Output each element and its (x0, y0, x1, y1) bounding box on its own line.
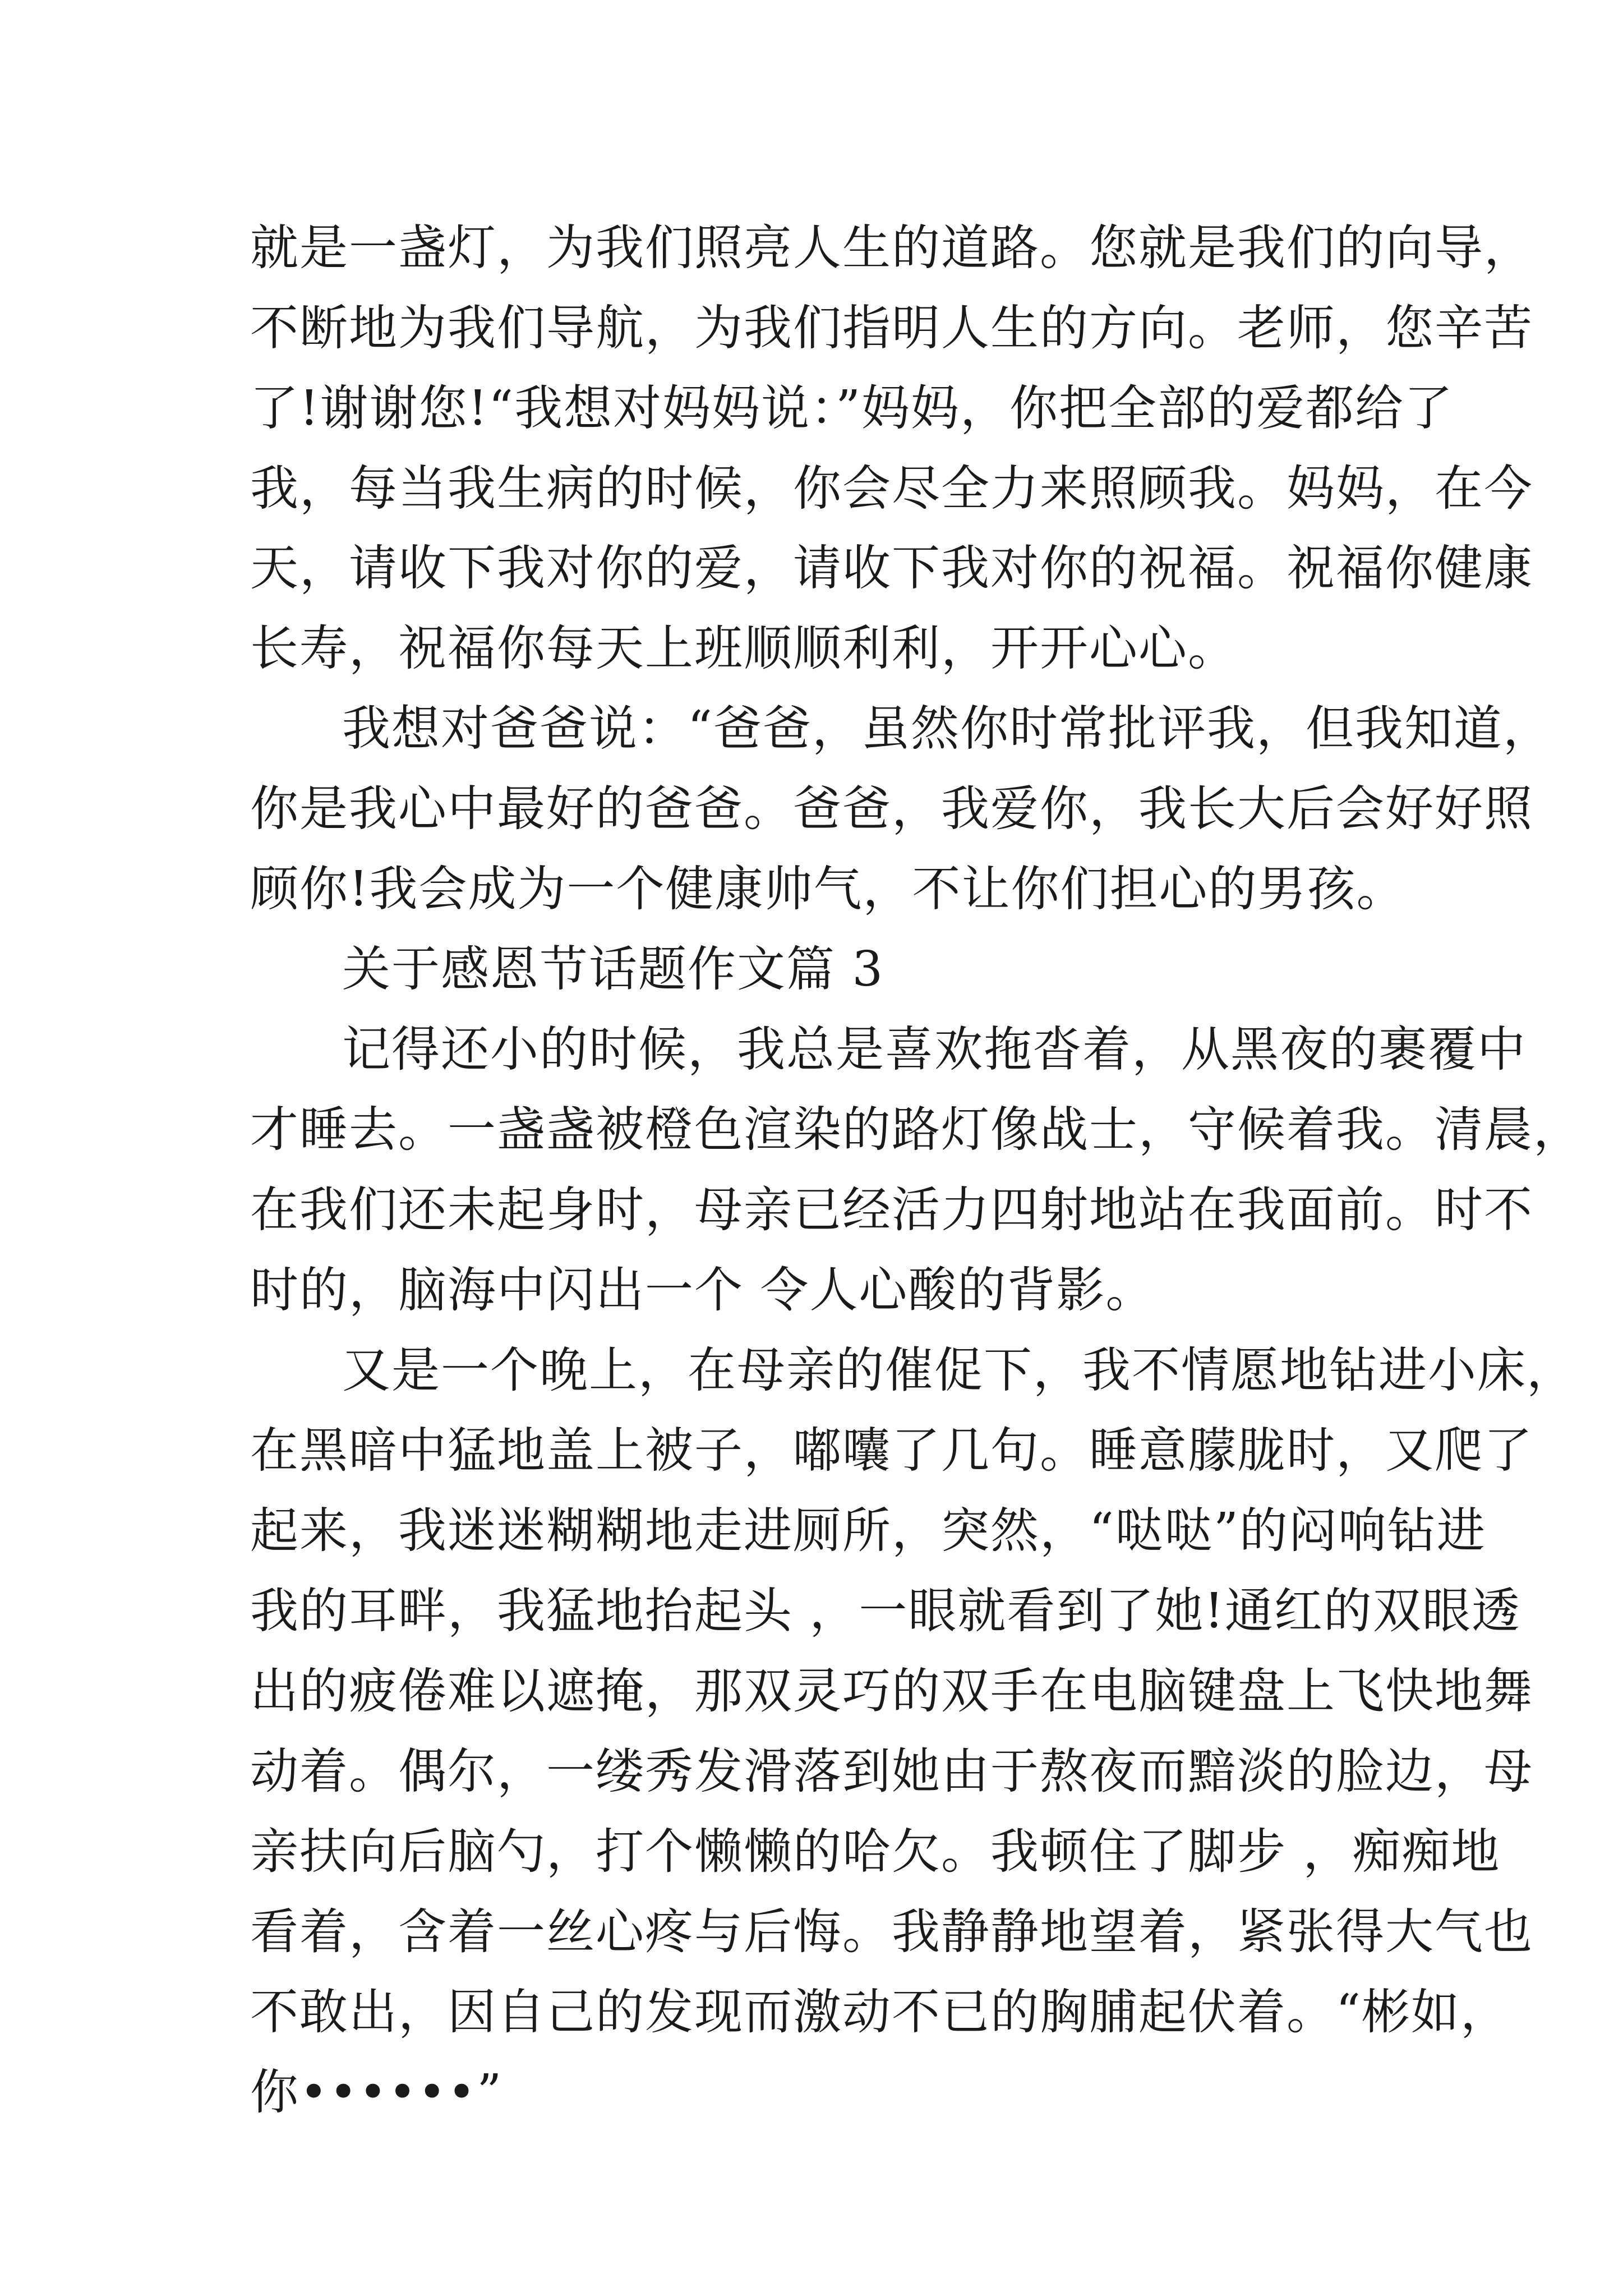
text-line: 我的耳畔，我猛地抬起头 ，一眼就看到了她!通红的双眼透 (250, 1583, 1521, 1639)
text-line: 在黑暗中猛地盖上被子，嘟囔了几句。睡意朦胧时，又爬了 (250, 1423, 1533, 1479)
text-line: 长寿，祝福你每天上班顺顺利利，开开心心。 (250, 620, 1237, 677)
text-line: 出的疲倦难以遮掩，那双灵巧的双手在电脑键盘上飞快地舞 (250, 1663, 1533, 1719)
text-line: 起来，我迷迷糊糊地走进厕所，突然，“哒哒”的闷响钻进 (250, 1503, 1486, 1559)
text-line: 看着，含着一丝心疼与后悔。我静静地望着，紧张得大气也 (250, 1904, 1533, 1960)
text-line: 就是一盏灯，为我们照亮人生的道路。您就是我们的向导， (250, 220, 1533, 276)
text-line: 不敢出，因自己的发现而激动不已的胸脯起伏着。“彬如， (250, 1984, 1510, 2040)
text-line: 了!谢谢您!“我想对妈妈说：”妈妈，你把全部的爱都给了 (250, 380, 1454, 436)
text-line: 时的，脑海中闪出一个 令人心酸的背影。 (250, 1262, 1155, 1318)
paragraph-first-line: 又是一个晚上，在母亲的催促下，我不情愿地钻进小床， (342, 1342, 1576, 1398)
paragraph-first-line: 我想对爸爸说：“爸爸，虽然你时常批评我，但我知道， (342, 701, 1552, 757)
text-line: 在我们还未起身时，母亲已经活力四射地站在我面前。时不 (250, 1182, 1533, 1238)
text-line: 天，请收下我对你的爱，请收下我对你的祝福。祝福你健康 (250, 540, 1533, 596)
section-heading: 关于感恩节话题作文篇 3 (342, 941, 884, 997)
text-line: 不断地为我们导航，为我们指明人生的方向。老师，您辛苦 (250, 300, 1533, 356)
text-line: 动着。偶尔，一缕秀发滑落到她由于熬夜而黯淡的脸边，母 (250, 1743, 1533, 1800)
text-line: 你••••••” (250, 2064, 503, 2120)
text-line: 我，每当我生病的时候，你会尽全力来照顾我。妈妈，在今 (250, 461, 1533, 517)
text-line: 你是我心中最好的爸爸。爸爸，我爱你，我长大后会好好照 (250, 781, 1533, 837)
text-line: 顾你!我会成为一个健康帅气，不让你们担心的男孩。 (250, 861, 1406, 917)
paragraph-first-line: 记得还小的时候，我总是喜欢拖沓着，从黑夜的裹覆中 (342, 1022, 1527, 1078)
text-line: 亲扶向后脑勺，打个懒懒的哈欠。我顿住了脚步 ，痴痴地 (250, 1824, 1501, 1880)
text-line: 才睡去。一盏盏被橙色渲染的路灯像战士，守候着我。清晨， (250, 1102, 1583, 1158)
